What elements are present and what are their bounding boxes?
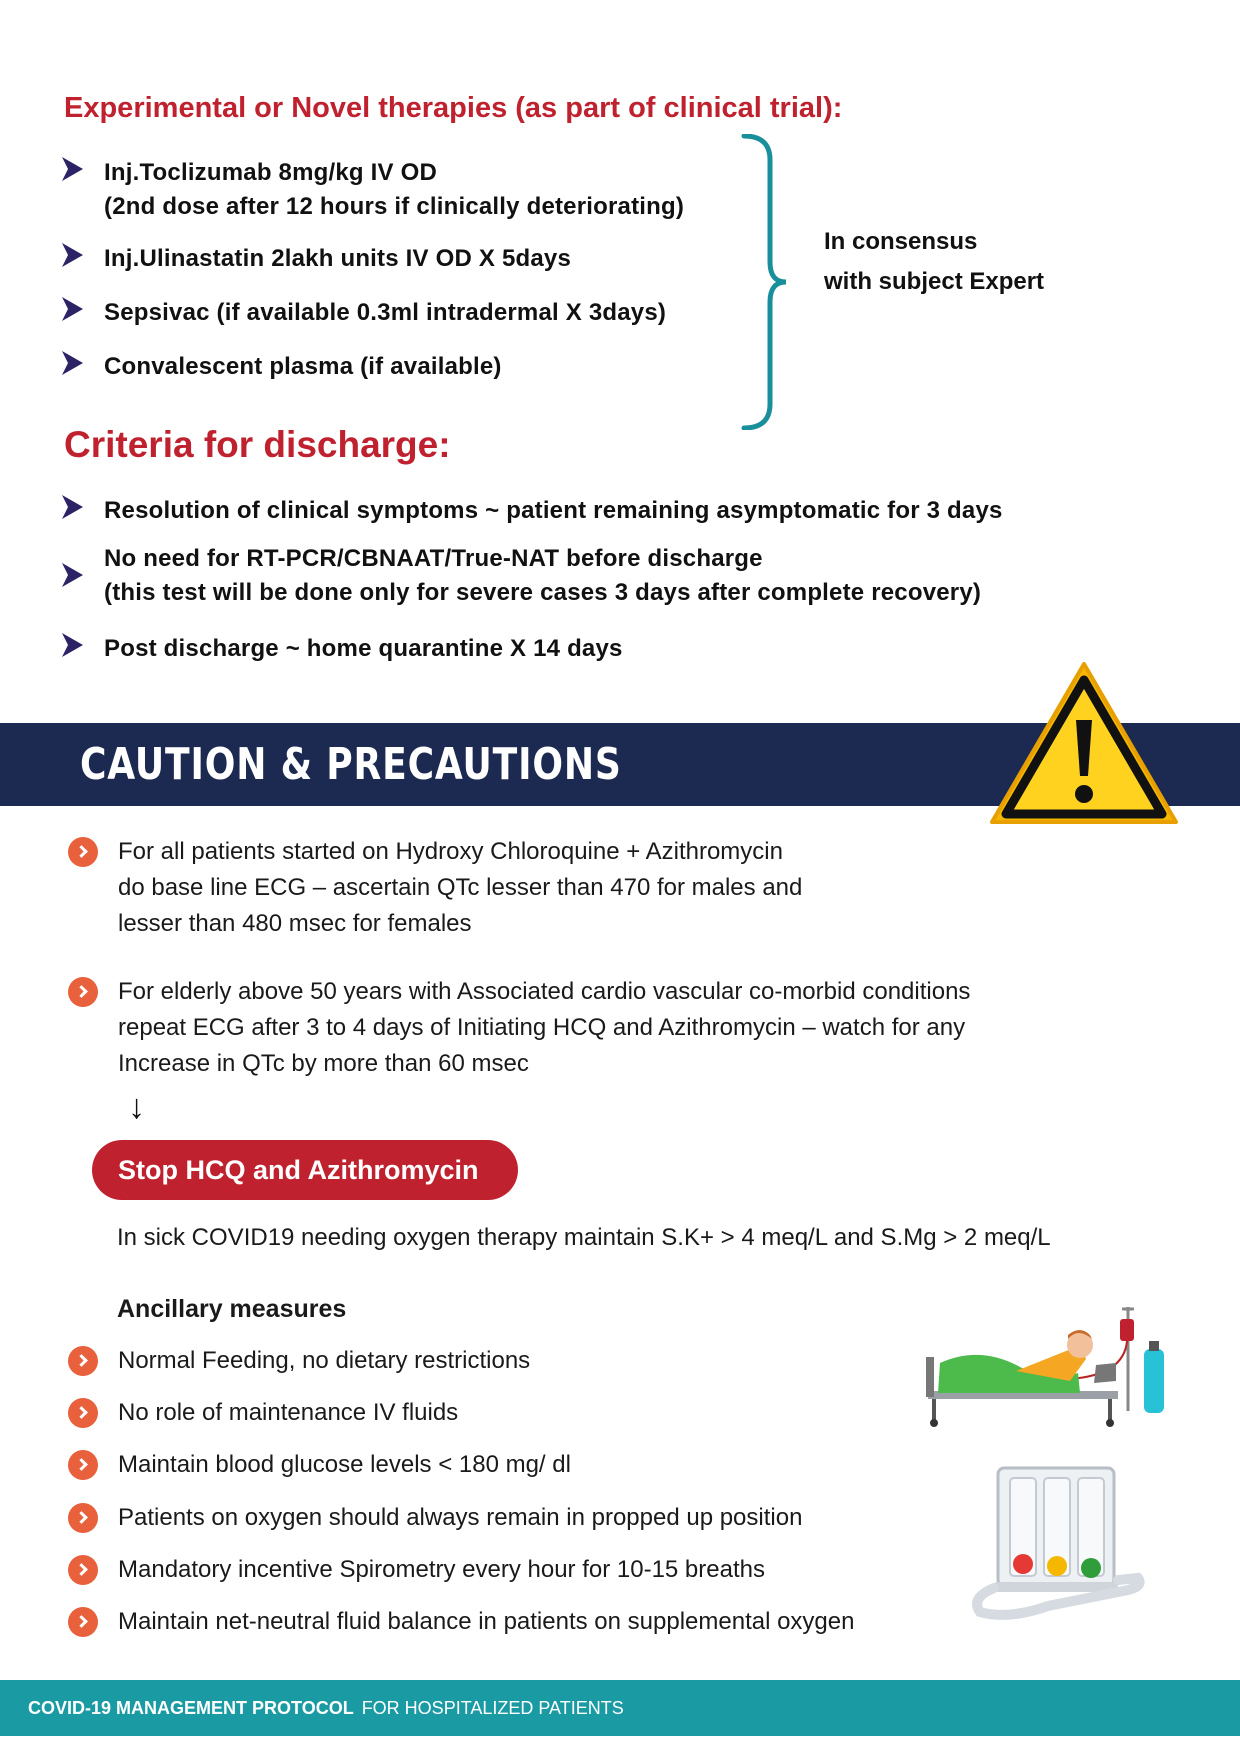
list-item-text: Normal Feeding, no dietary restrictions: [118, 1347, 531, 1374]
list-item-text: For all patients started on Hydroxy Chloroquine + Azithromycin: [118, 838, 783, 865]
list-item-text: Mandatory incentive Spirometry every hour for 10-15 breaths: [118, 1556, 765, 1583]
footer-bar: [0, 1680, 1240, 1736]
list-item: [68, 1343, 530, 1379]
triangle-bullet-icon: [60, 350, 84, 376]
list-item: [60, 156, 684, 224]
list-item-text: (2nd dose after 12 hours if clinically deteriorating): [104, 193, 685, 220]
list-item-text: Inj.Ulinastatin 2lakh units IV OD X 5days: [104, 245, 571, 272]
list-item-text: Maintain net-neutral fluid balance in patients on supplemental oxygen: [118, 1608, 855, 1635]
chevron-circle-icon: [68, 1346, 98, 1376]
list-item-text: Patients on oxygen should always remain in propped up position: [118, 1504, 803, 1531]
list-item-text: do base line ECG – ascertain QTc lesser than 470 for males and: [118, 874, 803, 901]
list-item: [68, 1447, 571, 1483]
list-item-text: repeat ECG after 3 to 4 days of Initiating HCQ and Azithromycin – watch for any: [118, 1014, 966, 1041]
list-item: [60, 350, 502, 384]
list-item: [68, 1500, 802, 1536]
list-item-text: Maintain blood glucose levels < 180 mg/ dl: [118, 1451, 571, 1478]
list-item: [68, 834, 802, 942]
curly-brace-icon: [740, 134, 790, 430]
triangle-bullet-icon: [60, 562, 84, 588]
list-item: [60, 242, 571, 276]
chevron-circle-icon: [68, 1555, 98, 1585]
list-item-text: Increase in QTc by more than 60 msec: [118, 1050, 529, 1077]
list-item-text: Sepsivac (if available 0.3ml intradermal X 3days): [104, 299, 667, 326]
experimental-heading: Experimental or Novel therapies (as part of clinical trial):: [64, 92, 843, 124]
list-item-text: Post discharge ~ home quarantine X 14 days: [104, 635, 623, 662]
chevron-circle-icon: [68, 1450, 98, 1480]
chevron-circle-icon: [68, 837, 98, 867]
triangle-bullet-icon: [60, 494, 84, 520]
list-item-text: (this test will be done only for severe cases 3 days after complete recovery): [104, 579, 982, 606]
consensus-line: with subject Expert: [824, 268, 1045, 295]
list-item: [68, 1552, 765, 1588]
consensus-line: In consensus: [824, 228, 978, 255]
stop-hcq-badge: Stop HCQ and Azithromycin: [92, 1140, 518, 1200]
list-item: [68, 974, 970, 1082]
list-item: [68, 1395, 458, 1431]
list-item-text: For elderly above 50 years with Associated cardio vascular co-morbid conditions: [118, 978, 971, 1005]
down-arrow-icon: ↓: [128, 1088, 145, 1126]
ancillary-heading: Ancillary measures: [117, 1295, 347, 1323]
list-item-text: Resolution of clinical symptoms ~ patient remaining asymptomatic for 3 days: [104, 497, 1003, 524]
list-item-text: No need for RT-PCR/CBNAAT/True-NAT before discharge: [104, 545, 763, 572]
chevron-circle-icon: [68, 1398, 98, 1428]
list-item: [60, 296, 666, 330]
patient-bed-illustration: [920, 1305, 1168, 1427]
triangle-bullet-icon: [60, 296, 84, 322]
footer-subtitle: FOR HOSPITALIZED PATIENTS: [361, 1697, 624, 1718]
triangle-bullet-icon: [60, 156, 84, 182]
consensus-note: [824, 222, 1044, 302]
caution-banner-title: CAUTION & PRECAUTIONS: [80, 739, 622, 790]
chevron-circle-icon: [68, 1607, 98, 1637]
chevron-circle-icon: [68, 1503, 98, 1533]
triangle-bullet-icon: [60, 632, 84, 658]
list-item-text: lesser than 480 msec for females: [118, 910, 472, 937]
chevron-circle-icon: [68, 977, 98, 1007]
triangle-bullet-icon: [60, 242, 84, 268]
list-item: [60, 494, 1003, 528]
list-item-text: Inj.Toclizumab 8mg/kg IV OD: [104, 159, 437, 186]
list-item: [68, 1604, 854, 1640]
list-item-text: Convalescent plasma (if available): [104, 353, 502, 380]
discharge-heading: Criteria for discharge:: [64, 424, 451, 465]
spirometer-illustration: [968, 1460, 1146, 1620]
warning-icon: [986, 658, 1182, 830]
footer-title: COVID-19 MANAGEMENT PROTOCOL: [28, 1697, 354, 1718]
list-item: [60, 542, 981, 610]
electrolyte-note: In sick COVID19 needing oxygen therapy maintain S.K+ > 4 meq/L and S.Mg > 2 meq/L: [117, 1224, 1051, 1251]
list-item-text: No role of maintenance IV fluids: [118, 1399, 459, 1426]
list-item: [60, 632, 623, 666]
